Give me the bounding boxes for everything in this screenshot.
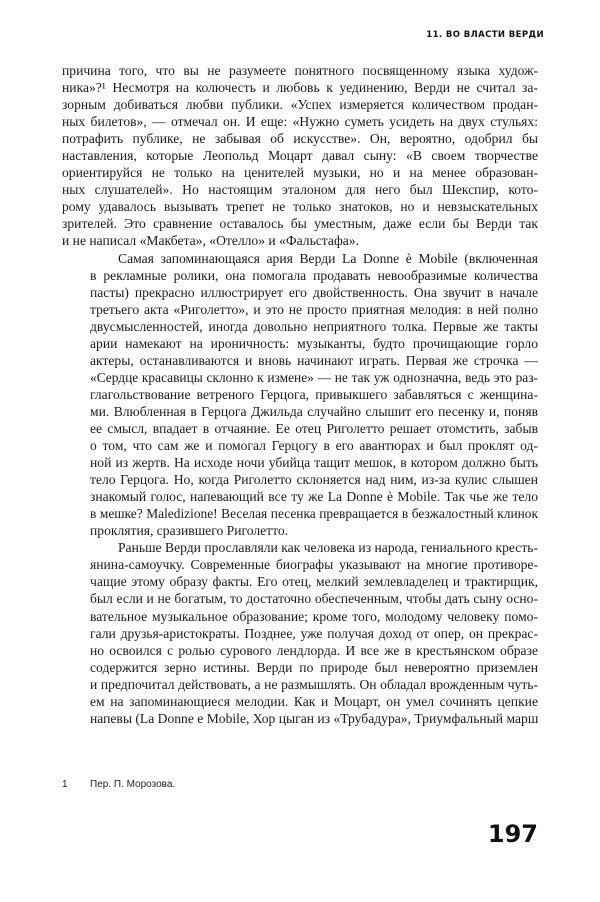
text-line: «Сердце красавицы склонно к измене» — не так уж однозначна, ведь это раз- bbox=[90, 369, 538, 385]
footnote bbox=[62, 779, 175, 790]
text-line: ем на запоминающиеся мелодии. Как и Моцарт, он умел сочинять цепкие bbox=[90, 693, 538, 709]
text-line: причина того, что вы не разумеете понятного посвященному языка худож- bbox=[62, 63, 538, 78]
text-line: ных слушателей». Но настоящим эталоном для него был Шекспир, кото- bbox=[62, 182, 538, 198]
text-line: потрафить публике, не забывая об искусстве». Он, вероятно, одобрил бы bbox=[62, 131, 538, 147]
text-line: зорным добиваться любви публики. «Успех измеряется количеством продан- bbox=[62, 97, 538, 113]
page-number: 197 bbox=[487, 820, 538, 848]
body-text bbox=[62, 62, 538, 727]
text-line: двусмысленностей, иногда довольно неприятного толка. Первые же такты bbox=[90, 318, 538, 334]
text-line: зрителей. Это сравнение оставалось бы уместным, даже если бы Верди так bbox=[62, 216, 538, 232]
text-line: третьего акта «Риголетто», и это не просто приятная мелодия: в ней полно bbox=[90, 301, 538, 317]
paragraph-1 bbox=[62, 62, 538, 250]
paragraph-2 bbox=[62, 250, 538, 540]
footnote-number: 1 bbox=[62, 779, 68, 790]
text-line: арии намекают на ироничность: музыканты, будто прочищающие горло bbox=[90, 335, 538, 351]
text-line: тело Герцога. Но, когда Риголетто склоняется над ним, из-за кулис слышен bbox=[90, 472, 538, 488]
text-line: о том, что сам же и помогал Герцогу в его авантюрах и был проклят од- bbox=[90, 438, 538, 454]
text-line: содержится зерно истины. Верди по природе был невероятно приземлен bbox=[90, 659, 538, 675]
text-line: Раньше Верди прославляли как человека из народа, гениального кресть- bbox=[118, 540, 538, 556]
text-line: и не написал «Макбета», «Отелло» и «Фальстафа». bbox=[62, 233, 359, 249]
text-line: знакомый голос, напевающий все ту же La Donne è Mobile. Так чье же тело bbox=[90, 489, 538, 505]
text-line: ной из жертв. На исходе ночи убийца тащит мешок, в котором должно быть bbox=[90, 455, 538, 471]
text-line: ми. Влюбленная в Герцога Джильда случайно слышит его песенку и, поняв bbox=[90, 403, 538, 419]
text-line: в мешке? Maledizione! Веселая песенка превращается в безжалостный клинок bbox=[90, 506, 538, 522]
footnote-text: Пер. П. Морозова. bbox=[90, 779, 176, 790]
text-line: напевы (La Donne e Mobile, Хор цыган из «Трубадура», Триумфальный марш bbox=[90, 710, 539, 726]
text-line: янина-самоучку. Современные биографы указывают на многие противоре- bbox=[90, 557, 538, 573]
text-line: и предпочитал действовать, а не размышлять. Он обладал врожденным чуть- bbox=[90, 676, 538, 692]
running-head: 11. ВО ВЛАСТИ ВЕРДИ bbox=[426, 30, 544, 40]
text-line: актеры, останавливаются и вновь начинают играть. Первая же строчка — bbox=[90, 352, 538, 368]
text-line: проклятия, сразившего Риголетто. bbox=[90, 523, 289, 539]
text-line: вательное музыкальное образование; кроме того, молодому человеку помо- bbox=[90, 608, 538, 624]
text-line: но освоился с ролью сурового лендлорда. И все же в крестьянском образе bbox=[90, 642, 538, 658]
text-line: ника»?¹ Несмотря на колючесть и любовь к уединению, Верди не считал за- bbox=[62, 80, 538, 96]
paragraph-3 bbox=[62, 539, 538, 727]
text-line: ориентируйся не только на ценителей музыки, но и на менее образован- bbox=[62, 165, 538, 181]
text-line: пасты) прекрасно иллюстрирует его двойственность. Она звучит в начале bbox=[90, 284, 538, 300]
text-line: гали друзья-аристократы. Позднее, уже получая доход от опер, он прекрас- bbox=[90, 625, 538, 641]
text-line: рому удавалось вызывать трепет не только знатоков, но и невзыскательных bbox=[62, 199, 538, 215]
text-line: наставления, которые Леопольд Моцарт давал сыну: «В своем творчестве bbox=[62, 148, 538, 164]
text-line: ных билетов», — отмечал он. И еще: «Нужно суметь усидеть на двух стульях: bbox=[62, 114, 538, 130]
text-line: Самая запоминающаяся ария Верди La Donne è Mobile (включенная bbox=[118, 250, 538, 266]
text-line: чащие этому образу факты. Его отец, мелкий землевладелец и трактирщик, bbox=[90, 574, 538, 590]
text-line: глагольствование ветреного Герцога, привыкшего забавляться с женщина- bbox=[90, 386, 538, 402]
text-line: был если и не богатым, то достаточно обеспеченным, чтобы дать сыну осно- bbox=[90, 591, 538, 607]
text-line: в рекламные ролики, она помогала продавать невообразимые количества bbox=[90, 267, 538, 283]
text-line: ее смысл, впадает в отчаяние. Ее отец Риголетто решает отомстить, забыв bbox=[90, 420, 538, 436]
